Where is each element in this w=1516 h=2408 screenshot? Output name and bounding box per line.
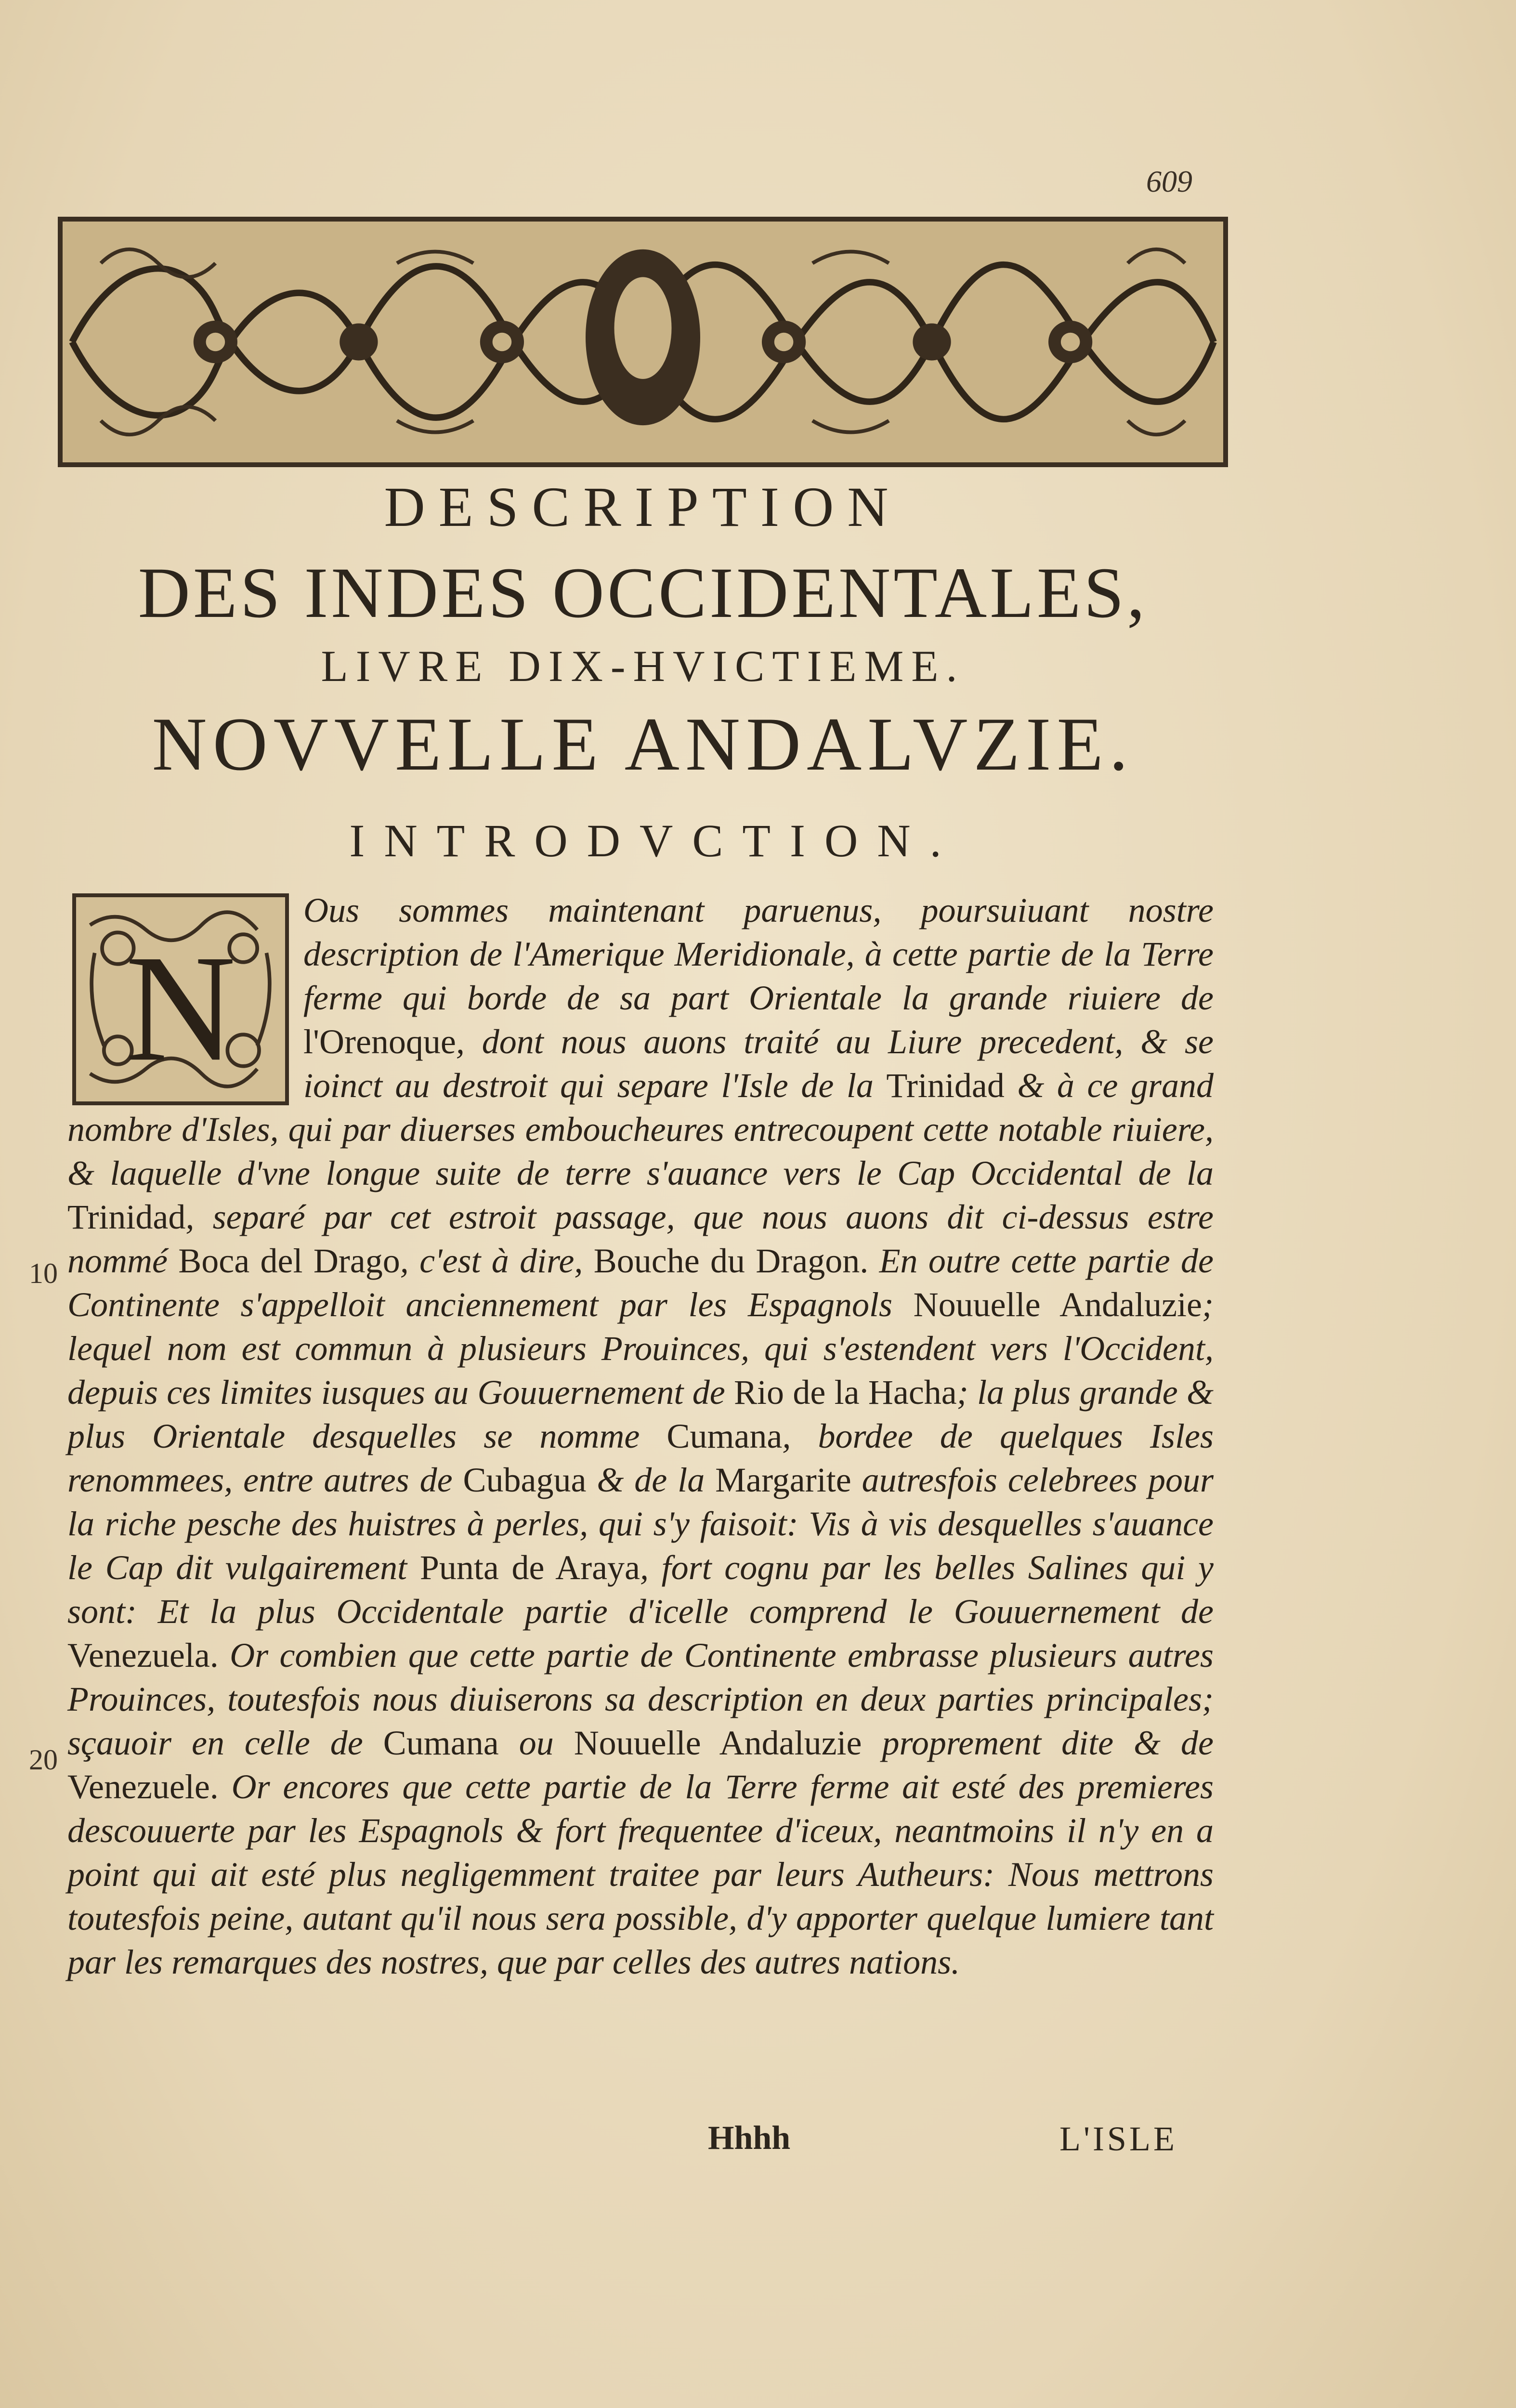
catchword: L'ISLE (1059, 2120, 1177, 2158)
title-livre: LIVRE DIX-HVICTIEME. (321, 641, 965, 691)
title-nouvelle-andaluzie: NOVVELLE ANDALVZIE. (152, 702, 1134, 786)
signature-mark: Hhhh (708, 2120, 791, 2157)
title-des-indes-occidentales: DES INDES OCCIDENTALES, (138, 553, 1148, 633)
page-number: 609 (1146, 164, 1192, 198)
margin-line-number-10: 10 (29, 1257, 58, 1289)
margin-line-number-20: 20 (29, 1744, 58, 1776)
headpiece-ornament-icon (63, 222, 1223, 462)
introduction-paragraph: Ous sommes maintenant paruenus, poursuiuant nostre description de l'Amerique Meridionale, à cette partie de la Terre ferme qui borde de sa part Orientale la grande riuiere de l'Orenoque, dont nous auons traité au Liure precedent, & se ioinct au destroit qui separe l'Isle de la Trinidad & à ce grand nombre d'Isles, qui par diuerses emboucheures entrecoupent cette notable riuiere, & laquelle d'vne longue suite de terre s'auance vers le Cap Occidental de la Trinidad, separé par cet estroit passage, que nous auons dit ci-dessus estre nommé Boca del Drago, c'est à dire, Bouche du Dragon. En outre cette partie de Continente s'appelloit anciennement par les Espagnols Nouuelle Andaluzie; lequel nom est commun à plusieurs Prouinces, qui s'estendent vers l'Occident, depuis ces limites iusques au Gouuernement de Rio de la Hacha; la plus grande & plus Orientale desquelles se nomme Cumana, bordee de quelques Isles renommees, entre autres de Cubagua & de la Margarite autresfois celebrees pour la riche pesche des huistres à perles, qui s'y faisoit: Vis à vis desquelles s'auance le Cap dit vulgairement Punta de Araya, fort cognu par les belles Salines qui y sont: Et la plus Occidentale partie d'icelle comprend le Gouuernement de Venezuela. Or combien que cette partie de Continente embrasse plusieurs autres Prouinces, toutesfois nous diuiserons sa description en deux parties principales; sçauoir en celle de Cumana ou Nouuelle Andaluzie proprement dite & de Venezuele. Or encores que cette partie de la Terre ferme ait esté des premieres descouuerte par les Espagnols & fort frequentee d'iceux, neantmoins il n'y en a point qui ait esté plus negligemment traitee par leurs Autheurs: Nous mettrons toutesfois peine, autant qu'il nous sera possible, d'y apporter quelque lumiere tant par les remarques des nostres, que par celles des autres nations. (67, 889, 1214, 1984)
section-heading-introduction: INTRODVCTION. (349, 815, 961, 866)
drop-cap-letter: N (125, 923, 236, 1093)
ornamental-headpiece (58, 217, 1228, 467)
title-description: DESCRIPTION (384, 475, 902, 538)
drop-cap-spacer (67, 889, 303, 1108)
